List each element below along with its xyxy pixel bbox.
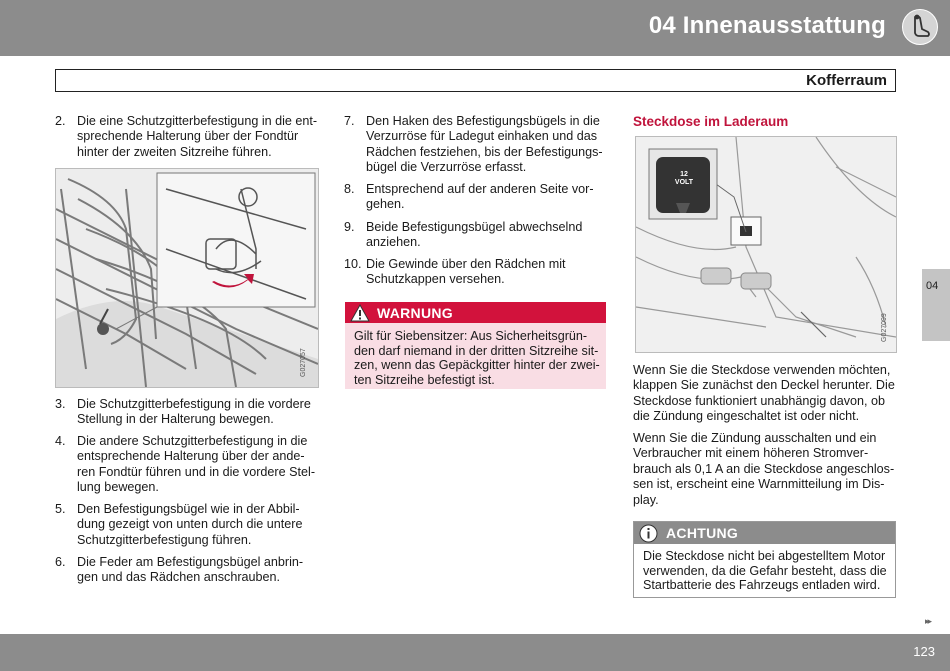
list-item-line: anziehen. xyxy=(366,235,421,250)
continue-arrows-icon: ▸▸ xyxy=(924,616,930,626)
warning-line: ten Sitzreihe befestigt ist. xyxy=(354,372,495,387)
page-number: 123 xyxy=(913,644,935,659)
list-item-line: Die andere Schutzgitterbefestigung in die xyxy=(77,434,308,448)
section-title: Kofferraum xyxy=(806,72,887,89)
list-item-line: Schutzgitterbefestigung führen. xyxy=(77,532,252,547)
figure-code: G027099 xyxy=(881,313,888,342)
list-item-number: 3. xyxy=(55,397,66,411)
list-item-number: 2. xyxy=(55,114,66,128)
list-item-line: Den Befestigungsbügel wie in der Abbil- xyxy=(77,502,300,516)
list-item-line: bügel die Verzurröse erfasst. xyxy=(366,160,527,175)
warning-header xyxy=(345,302,606,323)
section-heading: Steckdose im Laderaum xyxy=(633,114,789,129)
socket-label-unit: VOLT xyxy=(674,179,694,186)
list-item-line: Rädchen festziehen, bis der Befestigungs- xyxy=(366,144,603,159)
list-item-line: Die Schutzgitterbefestigung in die vordere xyxy=(77,397,311,411)
list-item-line: entsprechende Halterung über der ande- xyxy=(77,449,305,464)
footer-bar xyxy=(0,634,950,671)
cargo-net-figure xyxy=(55,168,319,388)
paragraph-line: Wenn Sie die Steckdose verwenden möchten, xyxy=(633,363,891,377)
column-middle xyxy=(344,114,609,294)
chapter-side-tab[interactable] xyxy=(922,269,950,341)
list-item-line: gehen. xyxy=(366,197,405,212)
paragraph-line: play. xyxy=(633,492,659,507)
list-item-line: Den Haken des Befestigungsbügels in die xyxy=(366,114,600,128)
paragraph-line: klappen Sie zunächst den Deckel herunter. Die xyxy=(633,378,895,393)
note-line: Die Steckdose nicht bei abgestelltem Motor xyxy=(643,549,886,563)
list-item-line: Verzurröse für Ladegut einhaken und das xyxy=(366,129,598,144)
list-item-line: hinter der zweiten Sitzreihe führen. xyxy=(77,144,272,159)
list-item-line: Schutzkappen versehen. xyxy=(366,272,505,287)
list-item-line: Beide Befestigungsbügel abwechselnd xyxy=(366,220,583,234)
column-left-list xyxy=(55,397,325,597)
list-item-number: 8. xyxy=(344,182,355,196)
info-icon xyxy=(639,524,658,543)
list-item-number: 10. xyxy=(344,257,362,271)
note-line: verwenden, da die Gefahr besteht, dass die xyxy=(643,563,887,578)
list-item-number: 4. xyxy=(55,434,66,448)
list-item-number: 7. xyxy=(344,114,355,128)
warning-body xyxy=(345,323,606,389)
warning-triangle-icon xyxy=(350,304,370,322)
note-line: Startbatterie des Fahrzeugs entladen wird. xyxy=(643,578,881,593)
list-item-line: Stellung in der Halterung bewegen. xyxy=(77,412,274,427)
list-item-line: sprechende Halterung über der Fondtür xyxy=(77,129,299,144)
socket-label-number: 12 xyxy=(680,171,688,178)
power-socket-figure xyxy=(635,136,897,353)
socket-label xyxy=(674,171,694,187)
list-item-line: Entsprechend auf der anderen Seite vor- xyxy=(366,182,594,196)
paragraph-line: die Zündung eingeschaltet ist oder nicht. xyxy=(633,409,860,424)
list-item-line: lung bewegen. xyxy=(77,480,159,495)
paragraph-line: Wenn Sie die Zündung ausschalten und ein xyxy=(633,431,877,445)
note-header xyxy=(634,522,895,544)
list-item-number: 5. xyxy=(55,502,66,516)
list-item-line: Die Gewinde über den Rädchen mit xyxy=(366,257,566,271)
chapter-side-tab-label: 04 xyxy=(926,280,939,292)
paragraph-line: sen ist, erscheint eine Warnmitteilung im Dis- xyxy=(633,477,885,492)
seat-icon xyxy=(902,9,938,45)
list-item-line: gen und das Rädchen anschrauben. xyxy=(77,570,281,585)
paragraph-line: Verbraucher mit einem höheren Stromver- xyxy=(633,446,869,461)
warning-line: zen, wenn das Gepäckgitter hinter der zwei- xyxy=(354,358,600,373)
note-label: ACHTUNG xyxy=(666,525,739,541)
list-item-line: Die eine Schutzgitterbefestigung in die ent- xyxy=(77,114,318,128)
note-box xyxy=(633,521,896,598)
paragraph-line: Steckdose funktioniert unabhängig davon, ob xyxy=(633,393,886,408)
list-item-number: 6. xyxy=(55,555,66,569)
warning-label: WARNUNG xyxy=(377,305,453,321)
list-item-line: dung gezeigt von unten durch die untere xyxy=(77,517,303,532)
chapter-title: 04 Innenausstattung xyxy=(648,12,886,39)
section-title-box xyxy=(55,69,896,92)
paragraph-line: brauch als 0,1 A an die Steckdose angeschlos- xyxy=(633,461,895,476)
chapter-header-bar xyxy=(0,0,950,56)
list-item-line: Die Feder am Befestigungsbügel anbrin- xyxy=(77,555,304,569)
paragraph xyxy=(633,363,899,425)
list-item-number: 9. xyxy=(344,220,355,234)
warning-line: Gilt für Siebensitzer: Aus Sicherheitsgrün- xyxy=(354,329,588,343)
list-item-line: ren Fondtür führen und in die vordere Stel- xyxy=(77,464,316,479)
figure-code: G027057 xyxy=(300,348,307,377)
paragraph xyxy=(633,431,899,508)
warning-line: den darf niemand in der dritten Sitzreihe sit- xyxy=(354,343,599,358)
